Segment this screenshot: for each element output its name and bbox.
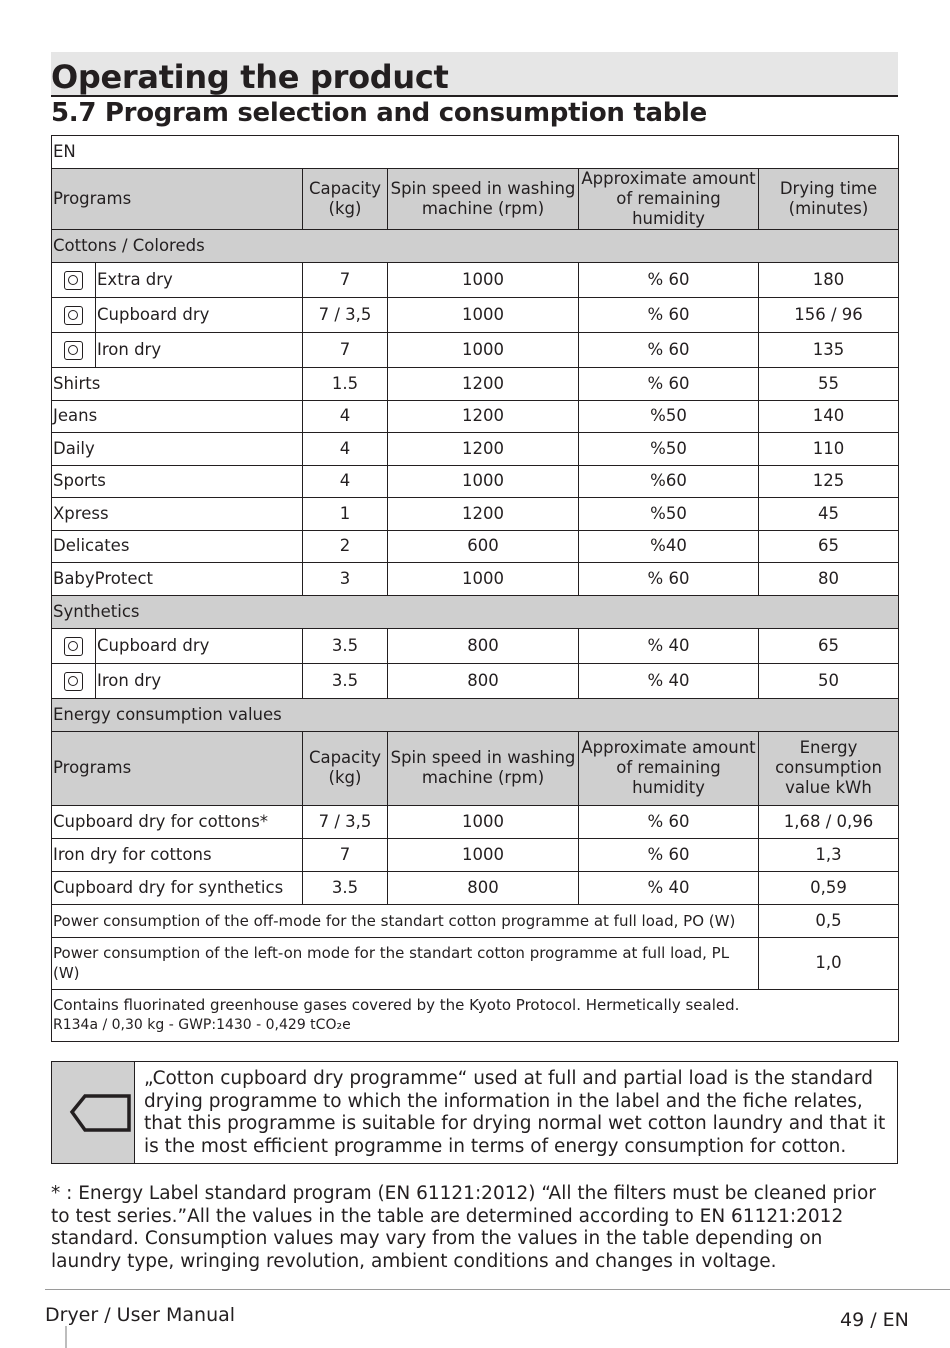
- capacity-value: 4: [303, 433, 388, 466]
- humidity-value: % 60: [579, 263, 759, 298]
- humidity-value: % 40: [579, 663, 759, 698]
- table-row: [52, 433, 899, 466]
- table-row: [52, 663, 899, 698]
- footer-page-number: 49 / EN: [840, 1309, 909, 1331]
- program-name: Iron dry: [96, 663, 303, 698]
- humidity-value: % 60: [579, 368, 759, 401]
- gas-note-row: [52, 989, 899, 1041]
- section-row-synthetics: [52, 595, 899, 628]
- table-row: [52, 871, 899, 904]
- synthetic-iron-dry-icon: [64, 672, 83, 691]
- power-off-row: [52, 904, 899, 937]
- spin-value: 1200: [388, 498, 579, 531]
- drying-time-value: 135: [759, 333, 899, 368]
- section-subtitle: 5.7 Program selection and consumption table: [51, 98, 707, 128]
- program-icon-cell: [52, 628, 96, 663]
- info-box: [51, 1061, 898, 1164]
- program-icon-cell: [52, 663, 96, 698]
- col-programs: Programs: [52, 731, 303, 805]
- spin-value: 1000: [388, 465, 579, 498]
- spin-value: 800: [388, 871, 579, 904]
- capacity-value: 2: [303, 530, 388, 563]
- col-capacity: Capacity (kg): [303, 169, 388, 230]
- col-drying-time: Drying time (minutes): [759, 169, 899, 230]
- spin-value: 1000: [388, 838, 579, 871]
- spin-value: 1200: [388, 368, 579, 401]
- spin-value: 1000: [388, 298, 579, 333]
- gas-note-line1: Contains fluorinated greenhouse gases covered by the Kyoto Protocol. Hermetically sealed.: [53, 996, 740, 1014]
- program-icon-cell: [52, 333, 96, 368]
- spin-value: 1200: [388, 400, 579, 433]
- table-header-row: [52, 169, 899, 230]
- table-row: [52, 263, 899, 298]
- capacity-value: 7 / 3,5: [303, 298, 388, 333]
- humidity-value: %40: [579, 530, 759, 563]
- footnote: * : Energy Label standard program (EN 61121:2012) “All the filters must be cleaned prior to test series.”All the values in the table are determined according to EN 61121:2012 standard. Consumption values may vary from the values in the table depending on laundry type, wringing revolution, ambient conditions and changes in voltage.: [51, 1183, 876, 1273]
- program-name: Delicates: [52, 530, 303, 563]
- page-title: Operating the product: [51, 58, 449, 96]
- program-name: Jeans: [52, 400, 303, 433]
- capacity-value: 7: [303, 333, 388, 368]
- spin-value: 1200: [388, 433, 579, 466]
- spin-value: 1000: [388, 563, 579, 596]
- footer-divider: [45, 1289, 950, 1290]
- program-name: Cupboard dry: [96, 298, 303, 333]
- humidity-value: %50: [579, 400, 759, 433]
- energy-header-row: [52, 731, 899, 805]
- capacity-value: 3.5: [303, 663, 388, 698]
- lang-row: [52, 136, 899, 169]
- table-row: [52, 368, 899, 401]
- humidity-value: % 60: [579, 563, 759, 596]
- drying-time-value: 140: [759, 400, 899, 433]
- cotton-extra-dry-icon: [64, 271, 83, 290]
- spin-value: 1000: [388, 805, 579, 838]
- drying-time-value: 55: [759, 368, 899, 401]
- lang-label: EN: [52, 136, 899, 169]
- spin-value: 600: [388, 530, 579, 563]
- capacity-value: 3.5: [303, 871, 388, 904]
- table-row: [52, 628, 899, 663]
- section-label: Energy consumption values: [52, 698, 899, 731]
- drying-time-value: 65: [759, 628, 899, 663]
- spin-value: 800: [388, 663, 579, 698]
- table-row: [52, 838, 899, 871]
- humidity-value: % 60: [579, 805, 759, 838]
- humidity-value: % 60: [579, 333, 759, 368]
- program-name: Cupboard dry for synthetics: [52, 871, 303, 904]
- humidity-value: % 40: [579, 871, 759, 904]
- capacity-value: 3: [303, 563, 388, 596]
- program-icon-cell: [52, 298, 96, 333]
- program-icon-cell: [52, 263, 96, 298]
- table-row: [52, 333, 899, 368]
- capacity-value: 7: [303, 838, 388, 871]
- program-name: Cupboard dry for cottons*: [52, 805, 303, 838]
- humidity-value: %50: [579, 433, 759, 466]
- table-row: [52, 298, 899, 333]
- info-icon-cell: [52, 1062, 135, 1163]
- program-table: [51, 135, 899, 1042]
- humidity-value: %50: [579, 498, 759, 531]
- program-name: Iron dry: [96, 333, 303, 368]
- program-name: Cupboard dry: [96, 628, 303, 663]
- drying-time-value: 156 / 96: [759, 298, 899, 333]
- col-energy: Energy consumption value kWh: [759, 731, 899, 805]
- section-label: Cottons / Coloreds: [52, 230, 899, 263]
- program-name: Daily: [52, 433, 303, 466]
- table-row: [52, 805, 899, 838]
- col-humidity: Approximate amount of remaining humidity: [579, 731, 759, 805]
- section-row-cottons: [52, 230, 899, 263]
- program-name: Iron dry for cottons: [52, 838, 303, 871]
- col-humidity: Approximate amount of remaining humidity: [579, 169, 759, 230]
- table-row: [52, 465, 899, 498]
- program-name: Extra dry: [96, 263, 303, 298]
- power-on-row: [52, 937, 899, 989]
- program-name: Xpress: [52, 498, 303, 531]
- drying-time-value: 50: [759, 663, 899, 698]
- table-row: [52, 400, 899, 433]
- tag-outline-icon: [52, 1062, 135, 1163]
- capacity-value: 1: [303, 498, 388, 531]
- section-row-energy: [52, 698, 899, 731]
- synthetic-cupboard-dry-icon: [64, 637, 83, 656]
- drying-time-value: 110: [759, 433, 899, 466]
- power-on-label: Power consumption of the left-on mode for the standart cotton programme at full load, PL (W): [52, 937, 759, 989]
- cotton-iron-dry-icon: [64, 341, 83, 360]
- capacity-value: 4: [303, 400, 388, 433]
- table-row: [52, 498, 899, 531]
- humidity-value: % 60: [579, 838, 759, 871]
- col-programs: Programs: [52, 169, 303, 230]
- program-name: BabyProtect: [52, 563, 303, 596]
- drying-time-value: 65: [759, 530, 899, 563]
- program-name: Shirts: [52, 368, 303, 401]
- drying-time-value: 80: [759, 563, 899, 596]
- gas-note: [52, 989, 899, 1041]
- capacity-value: 3.5: [303, 628, 388, 663]
- drying-time-value: 125: [759, 465, 899, 498]
- info-text: „Cotton cupboard dry programme“ used at full and partial load is the standard drying programme to which the information in the label and the fiche relates, that this programme is suitable for drying normal wet cotton laundry and that it is the most efficient programme in terms of energy consumption for cotton.: [144, 1068, 886, 1158]
- spin-value: 800: [388, 628, 579, 663]
- col-spin: Spin speed in washing machine (rpm): [388, 731, 579, 805]
- capacity-value: 1.5: [303, 368, 388, 401]
- spin-value: 1000: [388, 333, 579, 368]
- col-spin: Spin speed in washing machine (rpm): [388, 169, 579, 230]
- table-row: [52, 530, 899, 563]
- cotton-cupboard-dry-icon: [64, 306, 83, 325]
- footer-manual-name: Dryer / User Manual: [45, 1304, 236, 1326]
- footer-tick: [65, 1326, 67, 1348]
- drying-time-value: 45: [759, 498, 899, 531]
- power-off-value: 0,5: [759, 904, 899, 937]
- energy-value: 1,68 / 0,96: [759, 805, 899, 838]
- spin-value: 1000: [388, 263, 579, 298]
- capacity-value: 4: [303, 465, 388, 498]
- energy-value: 1,3: [759, 838, 899, 871]
- table-row: [52, 563, 899, 596]
- humidity-value: %60: [579, 465, 759, 498]
- power-off-label: Power consumption of the off-mode for the standart cotton programme at full load, PO (W): [52, 904, 759, 937]
- power-on-value: 1,0: [759, 937, 899, 989]
- capacity-value: 7: [303, 263, 388, 298]
- section-label: Synthetics: [52, 595, 899, 628]
- capacity-value: 7 / 3,5: [303, 805, 388, 838]
- energy-value: 0,59: [759, 871, 899, 904]
- col-capacity: Capacity (kg): [303, 731, 388, 805]
- program-name: Sports: [52, 465, 303, 498]
- drying-time-value: 180: [759, 263, 899, 298]
- humidity-value: % 60: [579, 298, 759, 333]
- humidity-value: % 40: [579, 628, 759, 663]
- gas-note-line2: R134a / 0,30 kg - GWP:1430 - 0,429 tCO₂e: [53, 1017, 351, 1033]
